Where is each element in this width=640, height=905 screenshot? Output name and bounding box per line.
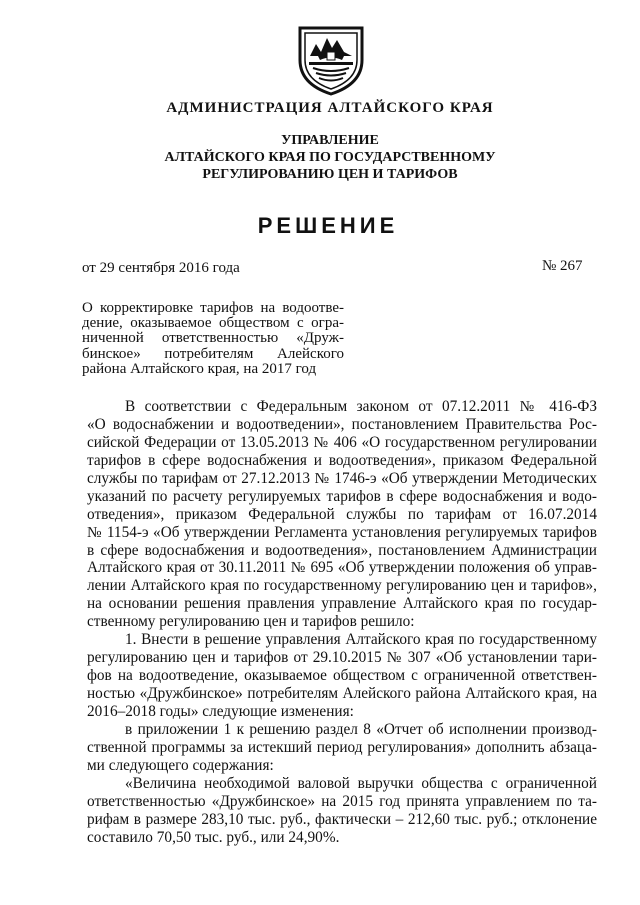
body-line: регулированию цен и тарифов от 29.10.2015 № 307 «Об установлении тари- — [87, 649, 597, 667]
body-line: рифам в размере 283,10 тыс. руб., фактически – 212,60 тыс. руб.; отклонение — [87, 810, 597, 828]
body-line: службы по тарифам от 27.12.2013 № 1746-э «Об утверждении Методических — [87, 469, 597, 487]
body-line: на основании решения правления управление Алтайского края по государ- — [87, 595, 597, 613]
document-subject — [82, 301, 344, 377]
body-line: ственной программы за истекший период регулирования» дополнить абзаца- — [87, 738, 597, 756]
department-title-line3: РЕГУЛИРОВАНИЮ ЦЕН И ТАРИФОВ — [202, 167, 458, 182]
document-body — [87, 398, 597, 846]
subject-line: О корректировке тарифов на водоотве- — [82, 300, 344, 316]
body-line: в сфере водоснабжения и водоотведения», постановлением Администрации — [87, 541, 597, 559]
subject-line: района Алтайского края, на 2017 год — [82, 360, 317, 377]
body-line: «О водоснабжении и водоотведении», постановлением Правительства Рос- — [87, 415, 597, 433]
body-line: 1. Внести в решение управления Алтайского края по государственному — [125, 631, 597, 649]
body-line: фов на водоотведение, оказываемое обществом с ограниченной ответствен- — [87, 667, 597, 685]
altai-coat-of-arms-icon — [296, 22, 366, 96]
subject-line: бинское» потребителям Алейского — [82, 345, 344, 362]
document-type-title: РЕШЕНИЕ — [257, 213, 399, 238]
body-line: отведения», приказом Федеральной службы по тарифам от 16.07.2014 — [87, 505, 597, 523]
body-line: в приложении 1 к решению раздел 8 «Отчет об исполнении производ- — [125, 720, 597, 738]
body-line: В соответствии с Федеральным законом от 07.12.2011 № 416-ФЗ — [125, 398, 597, 415]
body-line: Алтайского края от 30.11.2011 № 695 «Об утверждении положения об управ- — [87, 559, 597, 577]
body-line: «Величина необходимой валовой выручки общества с ограниченной — [125, 774, 597, 792]
body-line: № 1154-э «Об утверждении Регламента установления регулируемых тарифов — [87, 523, 597, 541]
body-line: составило 70,50 тыс. руб., или 24,90%. — [87, 828, 340, 846]
administration-title: АДМИНИСТРАЦИЯ АЛТАЙСКОГО КРАЯ — [166, 100, 494, 116]
body-line: ностью «Дружбинское» потребителям Алейского района Алтайского края, на — [87, 685, 597, 702]
body-line: ми следующего содержания: — [87, 756, 274, 774]
subject-line: дение, оказываемое обществом с огра- — [82, 315, 344, 332]
body-line: указаний по расчету регулируемых тарифов в сфере водоснабжения и водо- — [87, 487, 597, 505]
body-line: 2016–2018 годы» следующие изменения: — [87, 702, 354, 720]
document-number: № 267 — [542, 258, 583, 274]
body-line: тарифов в сфере водоснабжения и водоотведения», приказом Федеральной — [87, 451, 597, 469]
body-line: лении Алтайского края по государственному регулированию цен и тарифов», — [87, 577, 597, 595]
document-date: от 29 сентября 2016 года — [82, 260, 240, 276]
department-title-line1: УПРАВЛЕНИЕ — [281, 133, 379, 148]
body-line: ственному регулированию цен и тарифов решило: — [87, 613, 415, 631]
body-line: ответственностью «Дружбинское» на 2015 год принята управлением по та- — [87, 792, 597, 810]
department-title-line2: АЛТАЙСКОГО КРАЯ ПО ГОСУДАРСТВЕННОМУ — [164, 150, 496, 165]
body-line: сийской Федерации от 13.05.2013 № 406 «О государственном регулировании — [87, 433, 597, 451]
subject-line: ниченной ответственностью «Друж- — [82, 330, 344, 347]
